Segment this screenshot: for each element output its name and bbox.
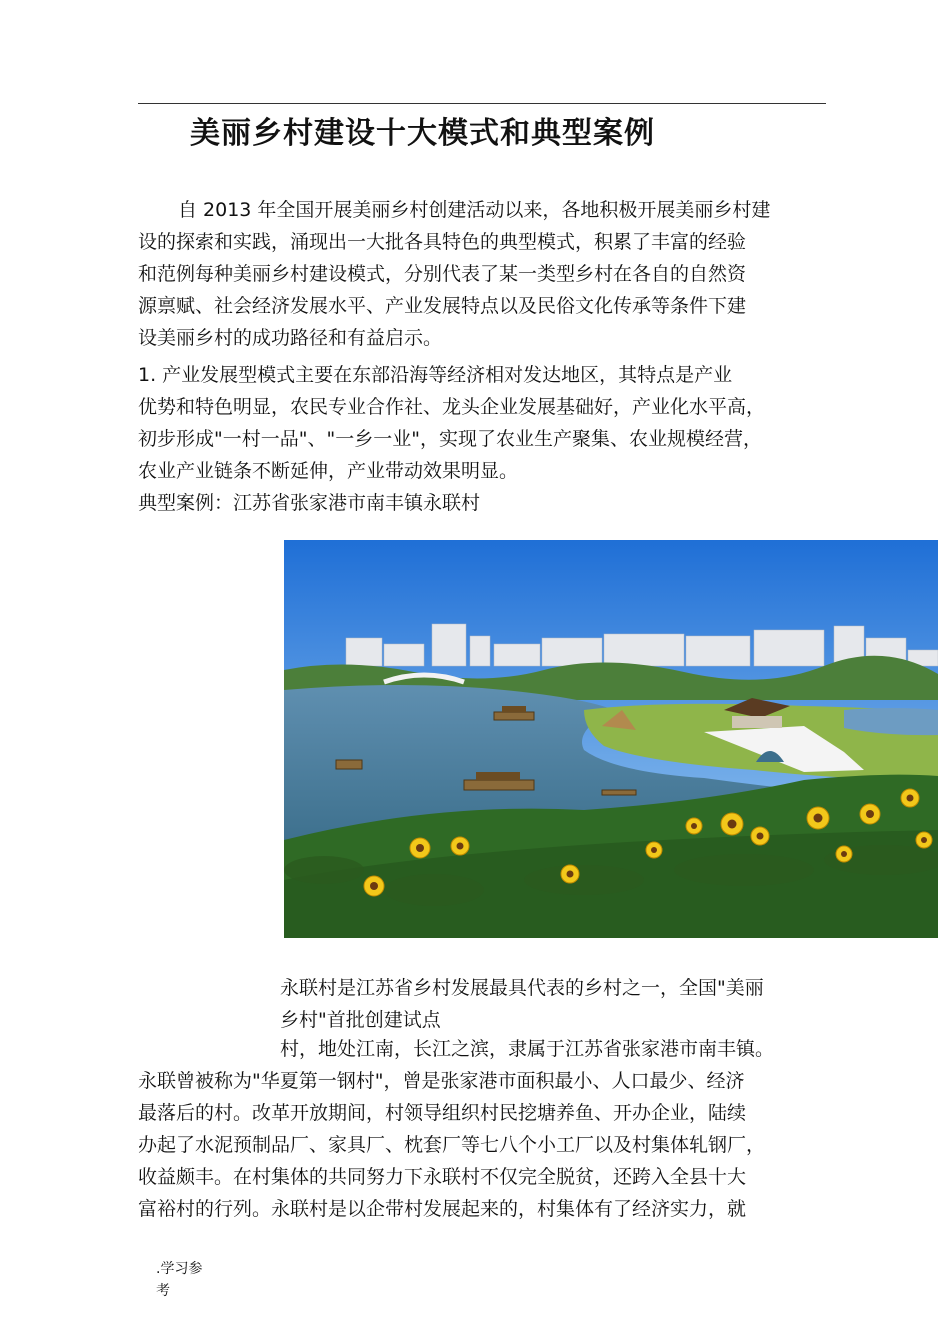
- text-line: 优势和特色明显，农民专业合作社、龙头企业发展基础好，产业化水平高，: [138, 396, 766, 418]
- footer-line: .学习参: [156, 1261, 203, 1277]
- body-paragraph: [138, 1065, 765, 1225]
- text-line: 初步形成"一村一品"、"一乡一业"，实现了农业生产聚集、农业规模经营，: [138, 428, 762, 450]
- text-line: 设美丽乡村的成功路径和有益启示。: [138, 327, 443, 349]
- photo-caption: [280, 972, 764, 1036]
- text-line: 和范例每种美丽乡村建设模式，分别代表了某一类型乡村在各自的自然资: [138, 263, 747, 285]
- text-line: 富裕村的行列。永联村是以企带村发展起来的，村集体有了经济实力，就: [138, 1198, 747, 1220]
- text-line: 收益颇丰。在村集体的共同努力下永联村不仅完全脱贫，还跨入全县十大: [138, 1166, 747, 1188]
- footer-line: 考: [156, 1283, 170, 1299]
- case-label: 典型案例：江苏省张家港市南丰镇永联村: [138, 492, 481, 514]
- text-line: 1. 产业发展型模式主要在东部沿海等经济相对发达地区，其特点是产业: [138, 364, 733, 386]
- text-line: 永联村是江苏省乡村发展最具代表的乡村之一，全国"美丽: [280, 977, 764, 999]
- section-1-paragraph: [138, 359, 765, 519]
- village-photo: [284, 540, 938, 938]
- text-line: 永联曾被称为"华夏第一钢村"，曾是张家港市面积最小、人口最少、经济: [138, 1070, 745, 1092]
- header-rule: [138, 103, 826, 104]
- page-title: 美丽乡村建设十大模式和典型案例: [190, 116, 655, 151]
- text-line: 农业产业链条不断延伸，产业带动效果明显。: [138, 460, 519, 482]
- page-footer: [156, 1258, 202, 1302]
- text-line: 自 2013 年全国开展美丽乡村创建活动以来，各地积极开展美丽乡村建: [178, 199, 771, 221]
- text-line: 设的探索和实践，涌现出一大批各具特色的典型模式，积累了丰富的经验: [138, 231, 747, 253]
- text-line: 最落后的村。改革开放期间，村领导组织村民挖塘养鱼、开办企业，陆续: [138, 1102, 747, 1124]
- text-line: 办起了水泥预制品厂、家具厂、枕套厂等七八个小工厂以及村集体轧钢厂，: [138, 1134, 766, 1156]
- text-line: 乡村"首批创建试点: [280, 1009, 441, 1031]
- intro-paragraph: [138, 194, 770, 354]
- body-first-line: 村，地处江南，长江之滨，隶属于江苏省张家港市南丰镇。: [280, 1038, 775, 1060]
- text-line: 源禀赋、社会经济发展水平、产业发展特点以及民俗文化传承等条件下建: [138, 295, 747, 317]
